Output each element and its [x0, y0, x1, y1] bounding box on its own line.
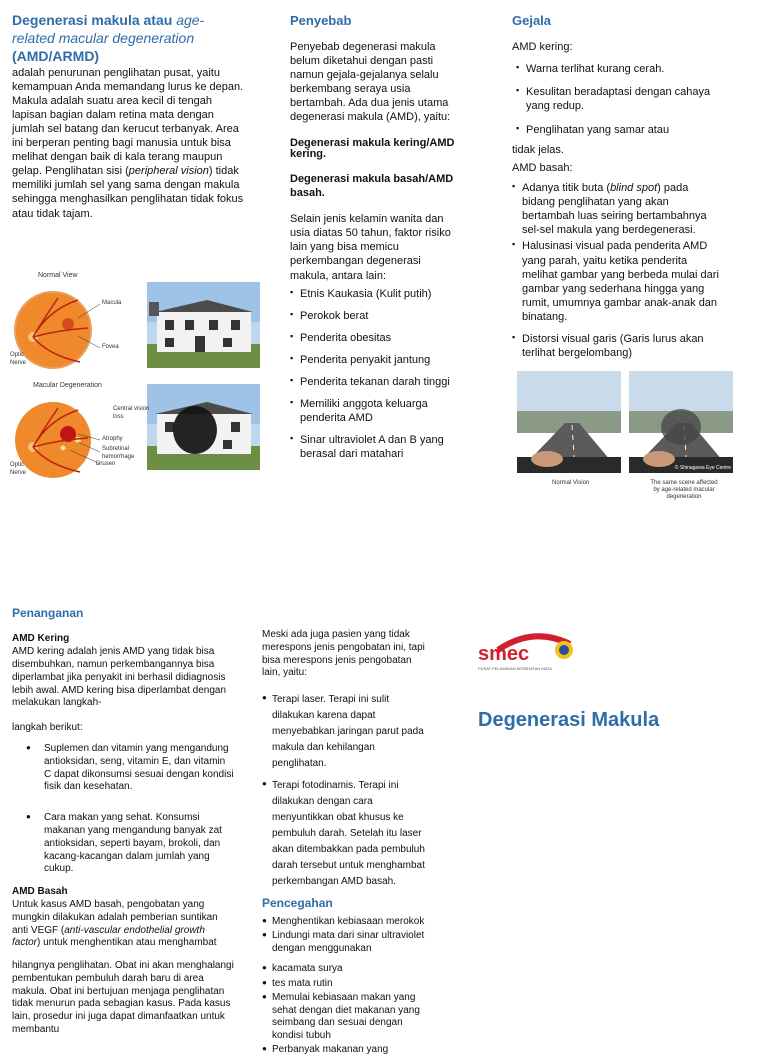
pencegahan-list [262, 916, 432, 1057]
list-item: ● Suplemen dan vitamin yang mengandung antioksidan, seng, vitamin E, dan vitamin C dapat dikonsumsi sesuai dengan kondisi fisik dan kesehatan. [12, 743, 234, 794]
list-item: ▪ Kesulitan beradaptasi dengan cahaya yang redup. [516, 85, 722, 113]
drusen-label: Drusen [96, 461, 116, 467]
optic-nerve-label: Optic Nerve [10, 352, 27, 366]
house-normal-svg [147, 282, 260, 368]
other-treatment-intro: Meski ada juga pasien yang tidak merespons jenis pengobatan ini, tapi bisa merespons jenis pengobatan lain, yaitu: [262, 629, 425, 679]
list-item: ● Menghentikan kebiasaan merokok [262, 916, 432, 929]
list-item: ▪ Warna terlihat kurang cerah. [516, 62, 722, 76]
gejala-section [512, 13, 722, 368]
macular-degeneration-label: Macular Degeneration [33, 382, 102, 389]
list-item: ▪ Penderita tekanan darah tinggi [290, 375, 460, 389]
gejala-wet-list [512, 181, 722, 360]
gejala-wet-label: AMD basah: [512, 162, 573, 175]
house-macular-svg [147, 384, 260, 470]
eye-normal-svg [8, 280, 138, 375]
list-item: ● Terapi fotodinamis. Terapi ini dilakukan dengan cara menyuntikkan obat khusus ke pembuluh darah. Setelah itu laser akan ditembakkan pada pembuluh darah tersebut untuk menghambat perkembangan AMD basah. [262, 778, 432, 890]
cover-title: Degenerasi Makula [478, 709, 660, 731]
penanganan-section [12, 606, 234, 1037]
eye-diagram-normal [8, 272, 138, 372]
caption-normal-vision: Normal Vision [552, 480, 590, 486]
gejala-dry-label: AMD kering: [512, 40, 573, 53]
penyebab-section [290, 13, 460, 469]
list-item: ● tes mata rutin [262, 978, 432, 991]
list-item: ● Lindungi mata dari sinar ultraviolet dengan menggunakan [262, 930, 432, 955]
smec-logo [478, 628, 588, 674]
list-item: ▪ Penglihatan yang samar atau [516, 123, 722, 137]
road-amd-svg [629, 371, 733, 473]
list-item: ▪ Memiliki anggota keluarga penderita AMD [290, 397, 460, 425]
amd-basah-body-2: hilangnya penglihatan. Obat ini akan menghalangi pembentukan pembuluh darah baru di area makula. Obat ini bertujuan menjaga penglihatan tidak menurun pada sebagian kasus. Pada kasus lain, prosedur ini juga dapat dimanfaatkan untuk membantu [12, 960, 234, 1036]
list-item: ▪ Distorsi visual garis (Garis lurus akan terlihat bergelombang) [512, 332, 722, 360]
amd-kering-body: AMD kering adalah jenis AMD yang tidak bisa disembuhkan, namun perkembangannya bisa diperlambat jika penyakit ini berhasil didiagnosis lebih awal. AMD kering bisa diperlambat dengan melakukan langkah- [12, 646, 227, 709]
road-photo-amd [629, 371, 733, 473]
subretinal-label: Subretinal hemorrhage [102, 446, 135, 460]
amd-basah-heading: AMD Basah [12, 886, 68, 898]
normal-view-label: Normal View [38, 272, 78, 279]
atrophy-label: Atrophy [102, 436, 123, 442]
photo-credit: © Shinagawa Eye Centre [674, 464, 731, 471]
optic-nerve-label-2: Optic Nerve [10, 462, 27, 476]
gejala-dry-list [516, 62, 722, 137]
list-item: ● Terapi laser. Terapi ini sulit dilakukan karena dapat menyebabkan jaringan parut pada makula dan kehilangan penglihatan. [262, 692, 432, 772]
list-item: ▪ Penderita obesitas [290, 331, 460, 345]
penanganan-heading: Penanganan [12, 606, 84, 620]
intro-title: Degenerasi makula atau age-related macular degeneration (AMD/ARMD) [12, 12, 205, 64]
intro-section [12, 12, 244, 221]
list-item: ▪ Perokok berat [290, 309, 460, 323]
road-photo-normal [517, 371, 621, 473]
smec-logo-text: smec [478, 643, 530, 665]
penyebab-factors-intro: Selain jenis kelamin wanita dan usia diatas 50 tahun, faktor risiko lain yang bisa memicu perkembangan degenerasi makula, antara lain: [290, 213, 451, 282]
caption-amd-vision: The same scene affected by age-related macular degeneration [650, 480, 718, 501]
penyebab-heading: Penyebab [290, 13, 352, 28]
list-item: ● Cara makan yang sehat. Konsumsi makanan yang mengandung banyak zat antioksidan, seperti bayam, brokoli, dan kacang-kacangan dalam jumlah yang cukup. [12, 812, 234, 876]
smec-tagline: PUSAT PELAYANAN KESEHATAN MATA [478, 666, 552, 671]
list-item: ● Memulai kebiasaan makan yang sehat dengan diet makanan yang seimbang dan sesuai dengan kondisi tubuh [262, 992, 432, 1042]
list-item: ● Perbanyak makanan yang [262, 1044, 432, 1057]
macula-label: Macula [102, 300, 122, 306]
house-photo-normal [147, 282, 260, 368]
gejala-heading: Gejala [512, 13, 552, 28]
fovea-label: Fovea [102, 344, 119, 350]
list-item: ▪ Adanya titik buta (blind spot) pada bidang penglihatan yang akan bertambah luas seiring bertambahnya sel-sel makula yang berdegenerasi. [512, 181, 722, 237]
road-normal-svg [517, 371, 621, 473]
gejala-dry-tail: tidak jelas. [512, 144, 564, 157]
list-item: ▪ Sinar ultraviolet A dan B yang berasal dari matahari [290, 433, 460, 461]
penyebab-type-dry: Degenerasi makula kering/AMD kering. [290, 137, 455, 161]
intro-body: adalah penurunan penglihatan pusat, yaitu kemampuan Anda memandang lurus ke depan. Makula adalah suatu area kecil di tengah lapisan bagian dalam retina mata dengan jumlah sel batang dan kerucut terbanyak. Area ini berperan penting bagi manusia untuk bisa melihat dengan baik di kala terang maupun gelap. Penglihatan sisi (peripheral vision) tidak memiliki jumlah sel yang sama dengan makula sehingga menghasilkan penglihatan tidak fokus atau tidak tajam. [12, 66, 244, 220]
penanganan-middle [262, 629, 432, 1063]
penyebab-type-wet: Degenerasi makula basah/AMD basah. [290, 173, 454, 200]
amd-basah-body: Untuk kasus AMD basah, pengobatan yang mungkin dilakukan adalah pemberian suntikan anti VEGF (anti-vascular endothelial growth factor) untuk menghentikan atau menghambat [12, 898, 218, 949]
central-vision-loss-label: Central vision loss [113, 406, 150, 420]
pencegahan-heading: Pencegahan [262, 896, 333, 911]
eye-diagram-macular [8, 382, 138, 482]
risk-factor-list [290, 287, 460, 462]
amd-kering-list [12, 743, 234, 876]
list-item: ▪ Halusinasi visual pada penderita AMD yang parah, yaitu ketika penderita melihat gambar yang berbeda mulai dari gambar yang sederhana hingga yang rumit, umumnya gambar anak-anak dan binatang. [512, 239, 722, 323]
penyebab-intro: Penyebab degenerasi makula belum diketahui dengan pasti namun gejala-gejalanya selalu berkembang seraya usia bertambah. Ada dua jenis utama degenerasi makula (AMD), yaitu: [290, 40, 451, 124]
amd-kering-heading: AMD Kering [12, 633, 70, 645]
therapy-list [262, 692, 432, 890]
list-item: ▪ Etnis Kaukasia (Kulit putih) [290, 287, 460, 301]
list-item: ● kacamata surya [262, 963, 432, 976]
amd-kering-body-2: langkah berikut: [12, 722, 83, 734]
list-item: ▪ Penderita penyakit jantung [290, 353, 460, 367]
